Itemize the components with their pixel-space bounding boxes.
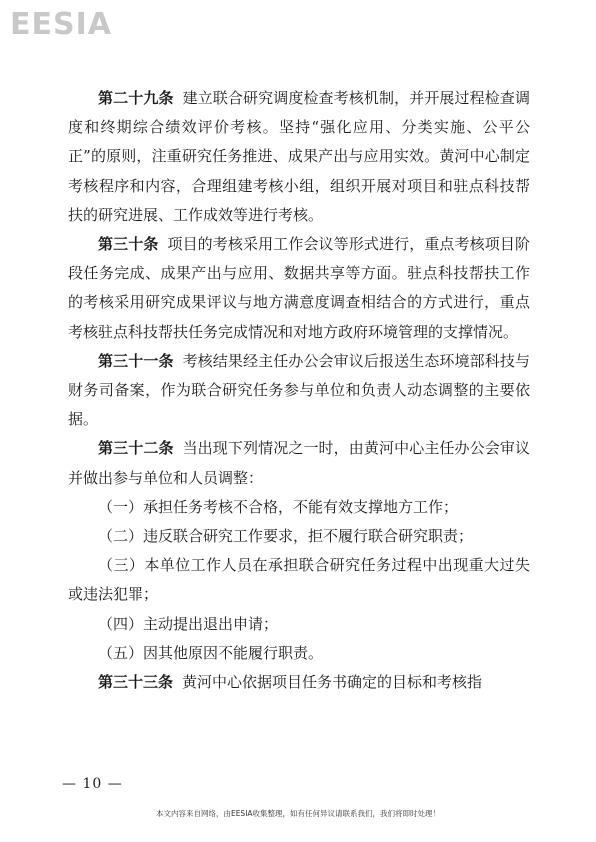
footer-disclaimer: 本文内容来自网络，由EESIA收集整理，如有任何异议请联系我们，我们将即时处理！ — [155, 809, 441, 818]
paragraph-text: 考核结果经主任办公会审议后报送生态环境部科技与财务司备案，作为联合研究任务参与单位和负责人动态调整的主要依据。 — [68, 351, 530, 429]
list-item-3 — [68, 551, 530, 609]
paragraph-article-32 — [68, 434, 530, 492]
list-item-text: （二）违反联合研究工作要求，拒不履行联合研究职责； — [98, 527, 474, 546]
list-item-text: （一）承担任务考核不合格，不能有效支撑地方工作； — [98, 497, 459, 516]
paragraph-text: 项目的考核采用工作会议等形式进行，重点考核项目阶段任务完成、成果产出与应用、数据共享等方面。驻点科技帮扶工作的考核采用研究成果评议与地方满意度调查相结合的方式进行，重点考核驻点科技帮扶任务完成情况和对地方政府环境管理的支撑情况。 — [68, 235, 530, 341]
eesia-logo: EESIA — [10, 7, 112, 42]
list-item-1 — [68, 493, 530, 522]
list-item-4 — [68, 610, 530, 639]
page-number: — 10 — — [62, 776, 123, 792]
article-number: 第二十九条 — [98, 89, 174, 107]
list-item-5 — [68, 639, 530, 668]
paragraph-text: 当出现下列情况之一时，由黄河中心主任办公会审议并做出参与单位和人员调整： — [68, 439, 530, 487]
article-number: 第三十三条 — [98, 673, 174, 692]
paragraph-text: 黄河中心依据项目任务书确定的目标和考核指 — [182, 673, 483, 692]
paragraph-article-30 — [68, 230, 530, 347]
list-item-text: （四）主动提出退出申请； — [98, 614, 279, 633]
paragraph-article-29 — [68, 84, 530, 230]
paragraph-text: 建立联合研究调度检查考核机制，并开展过程检查调度和终期综合绩效评价考核。坚持“强化应用、分类实施、公平公正”的原则，注重研究任务推进、成果产出与应用实效。黄河中心制定考核程序和内容，合理组建考核小组，组织开展对项目和驻点科技帮扶的研究进展、工作成效等进行考核。 — [68, 89, 530, 224]
document-body — [68, 84, 530, 697]
list-item-2 — [68, 522, 530, 551]
article-number: 第三十二条 — [98, 439, 174, 458]
list-item-text: （五）因其他原因不能履行职责。 — [98, 643, 324, 662]
paragraph-article-31 — [68, 347, 530, 435]
list-item-text: （三）本单位工作人员在承担联合研究任务过程中出现重大过失或违法犯罪； — [68, 556, 530, 604]
article-number: 第三十条 — [98, 235, 159, 254]
paragraph-article-33 — [68, 668, 530, 697]
article-number: 第三十一条 — [98, 351, 174, 370]
